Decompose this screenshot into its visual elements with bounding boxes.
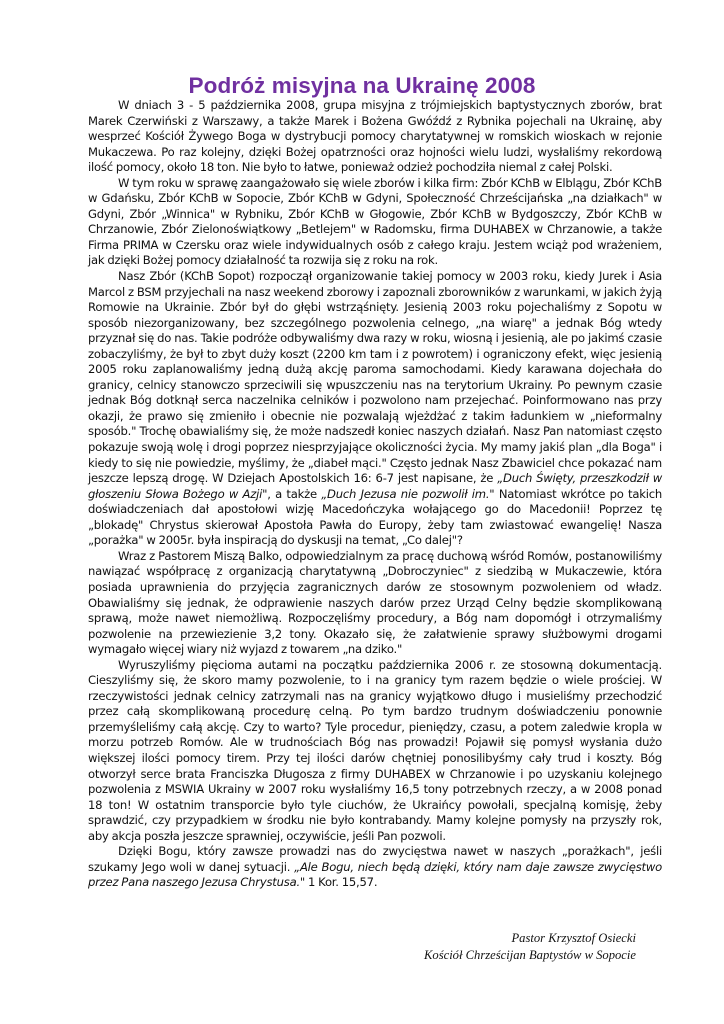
paragraph-text: , a także	[267, 486, 322, 501]
paragraph	[88, 549, 662, 658]
paragraph-text: W dniach 3 - 5 października 2008, grupa misyjna z trójmiejskich baptystycznych zborów, brat Marek Czerwiński z Warszawy, a także Marek i Bożena Gwóźdź z Rybnika pojechali na Ukrainę, aby wesprzeć Kościół Żywego Boga w dystrybucji pomocy charytatywnej w romskich wioskach w rejonie Mukaczewa. Po raz kolejny, dzięki Bożej opatrzności oraz hojności wielu ludzi, wysłaliśmy rekordową ilość pomocy, około 18 ton. Nie było to łatwe, ponieważ odzież pochodziła niemal z całej Polski.	[88, 98, 662, 175]
paragraph-text: Natomiast wkrótce po takich doświadczeniach dał apostołowi wizję Macedończyka wołającego go do Macedonii! Poprzez tę „blokadę" Chrystus skierował Apostoła Pawła do Europy, żeby tam zwiastować ewangelię! Nasza „porażka" w 2005r. była inspiracją do dyskusji na temat, „Co dalej"?	[88, 486, 662, 548]
paragraph	[88, 98, 662, 176]
article-body	[88, 98, 662, 891]
paragraph-text: 1 Kor. 15,57.	[305, 875, 378, 890]
paragraph	[88, 844, 662, 891]
paragraph-text: Dzięki Bogu, który zawsze prowadzi nas do zwycięstwa nawet w naszych „porażkach", jeśli szukamy Jego woli w danej sytuacji.	[88, 844, 662, 874]
paragraph-text: Wraz z Pastorem Miszą Balko, odpowiedzialnym za pracę duchową wśród Romów, postanowiliśmy nawiązać współpracę z organizacją charytatywną „Dobroczyniec" z siedzibą w Mukaczewie, która posiada uprawnienia do przyjęcia zagranicznych darów ze stosownym pozwoleniem od władz. Obawialiśmy się jednak, że odprawienie naszych darów przez Urząd Celny będzie skomplikowaną sprawą, może nawet niemożliwą. Rozpoczęliśmy procedury, a Bóg nam dopomógł i otrzymaliśmy pozwolenie na przewiezienie 3,2 tony. Okazało się, że załatwienie sprawy służbowymi drogami wymagało więcej wiary niż wyjazd z towarem „na dziko."	[88, 548, 662, 657]
page-title: Podróż misyjna na Ukrainę 2008	[188, 73, 536, 99]
paragraph-text: Wyruszyliśmy pięcioma autami na początku października 2006 r. ze stosowną dokumentacją. Cieszyliśmy się, że skoro mamy pozwolenie, to i na granicy tym razem będzie o wiele prościej. W rzeczywistości jednak celnicy zatrzymali nas na granicy wyjątkowo długo i musieliśmy przechodzić przez całą skomplikowaną procedurę celną. Po tym bardzo trudnym doświadczeniu ponownie przemyśleliśmy całą akcję. Czy to warto? Tyle procedur, pieniędzy, czasu, a potem zaledwie kropla w morzu potrzeb Romów. Ale w trudnościach Bóg nas prowadzi! Pojawił się pomysł wysłania dużo większej ilości pomocy tirem. Przy tej ilości darów chętniej ponosilibyśmy cały trud i koszty. Bóg otworzył serce brata Franciszka Długosza z firmy DUHABEX w Chrzanowie i po uzyskaniu kolejnego pozwolenia z MSWIA Ukrainy w 2007 roku wysłaliśmy 16,5 tony potrzebnych rzeczy, a w 2008 ponad 18 ton! W ostatnim transporcie było tyle ciuchów, że Ukraińcy powołali, specjalną komisję, żeby sprawdzić, czy przypadkiem w środku nie było kontrabandy. Mamy kolejne pomysły na przyszły rok, aby akcja poszła jeszcze sprawniej, oczywiście, jeśli Pan pozwoli.	[88, 657, 662, 843]
signature-name: Pastor Krzysztof Osiecki	[511, 931, 636, 945]
paragraph	[88, 658, 662, 845]
signature-church: Kościół Chrześcijan Baptystów w Sopocie	[424, 948, 636, 962]
paragraph	[88, 269, 662, 549]
signature-block	[424, 930, 636, 964]
quote-text: „Duch Jezusa nie pozwolił im."	[321, 486, 495, 501]
quote-text: „Ale Bogu, niech będą dzięki, który nam daje zawsze zwycięstwo przez Pana naszego Jezusa Chrystusa."	[88, 859, 663, 890]
paragraph-text: Nasz Zbór (KChB Sopot) rozpoczął organizowanie takiej pomocy w 2003 roku, kiedy Jurek i Asia Marcol z BSM przyjechali na nasz weekend zborowy i zapoznali zborowników z warunkami, w jakich żyją Romowie na Ukrainie. Zbór był do głębi wstrząśnięty. Jesienią 2003 roku pojechaliśmy z Sopotu w sposób niezorganizowany, bez szczególnego pozwolenia celnego, „na wiarę" a jednak Bóg wtedy przyznał się do nas. Takie podróże odbywaliśmy dwa razy w roku, wiosną i jesienią, ale po jakimś czasie zobaczyliśmy, że był to zbyt duży koszt (2200 km tam i z powrotem) i ograniczony efekt, więc jesienią 2005 roku zaplanowaliśmy jedną dużą akcję paroma samochodami. Kiedy karawana dojechała do granicy, celnicy stanowczo sprzeciwili się wpuszczeniu nas na terytorium Ukrainy. Po pewnym czasie jednak Bóg dotknął serca naczelnika celników i pozwolono nam przejechać. Poinformowano nas przy okazji, że prawo się zmieniło i obecnie nie pozwalają wjeżdżać z takim ładunkiem w „nieformalny sposób." Trochę obawialiśmy się, że może nadszedł koniec naszych działań. Nasz Pan natomiast często pokazuje swoją wolę i drogi poprzez niesprzyjające okoliczności życia. My mamy jakiś plan „dla Boga" i kiedy to się nie powiedzie, myślimy, że „diabeł mąci." Często jednak Nasz Zbawiciel chce pokazać nam jeszcze lepszą drogę. W Dziejach Apostolskich 16: 6-7 jest napisane, że	[88, 269, 662, 486]
paragraph-text: W tym roku w sprawę zaangażowało się wiele zborów i kilka firm: Zbór KChB w Elblągu, Zbór KChB w Gdańsku, Zbór KChB w Sopocie, Zbór KChB w Gdyni, Społeczność Chrześcijańska „na działkach" w Gdyni, Zbór „Winnica" w Rybniku, Zbór KChB w Głogowie, Zbór KChB w Bydgoszczy, Zbór KChB w Chrzanowie, Zbór Zielonoświątkowy „Betlejem" w Radomsku, firma DUHABEX w Chrzanowie, a także Firma PRIMA w Czersku oraz wiele indywidualnych osób z całego kraju. Jestem wciąż pod wrażeniem, jak dzięki Bożej pomocy działalność ta rozwija się z roku na rok.	[88, 175, 662, 268]
paragraph	[88, 176, 662, 269]
quote-text: „Duch Święty, przeszkodził w głoszeniu Słowa Bożego w Azji"	[88, 471, 662, 501]
